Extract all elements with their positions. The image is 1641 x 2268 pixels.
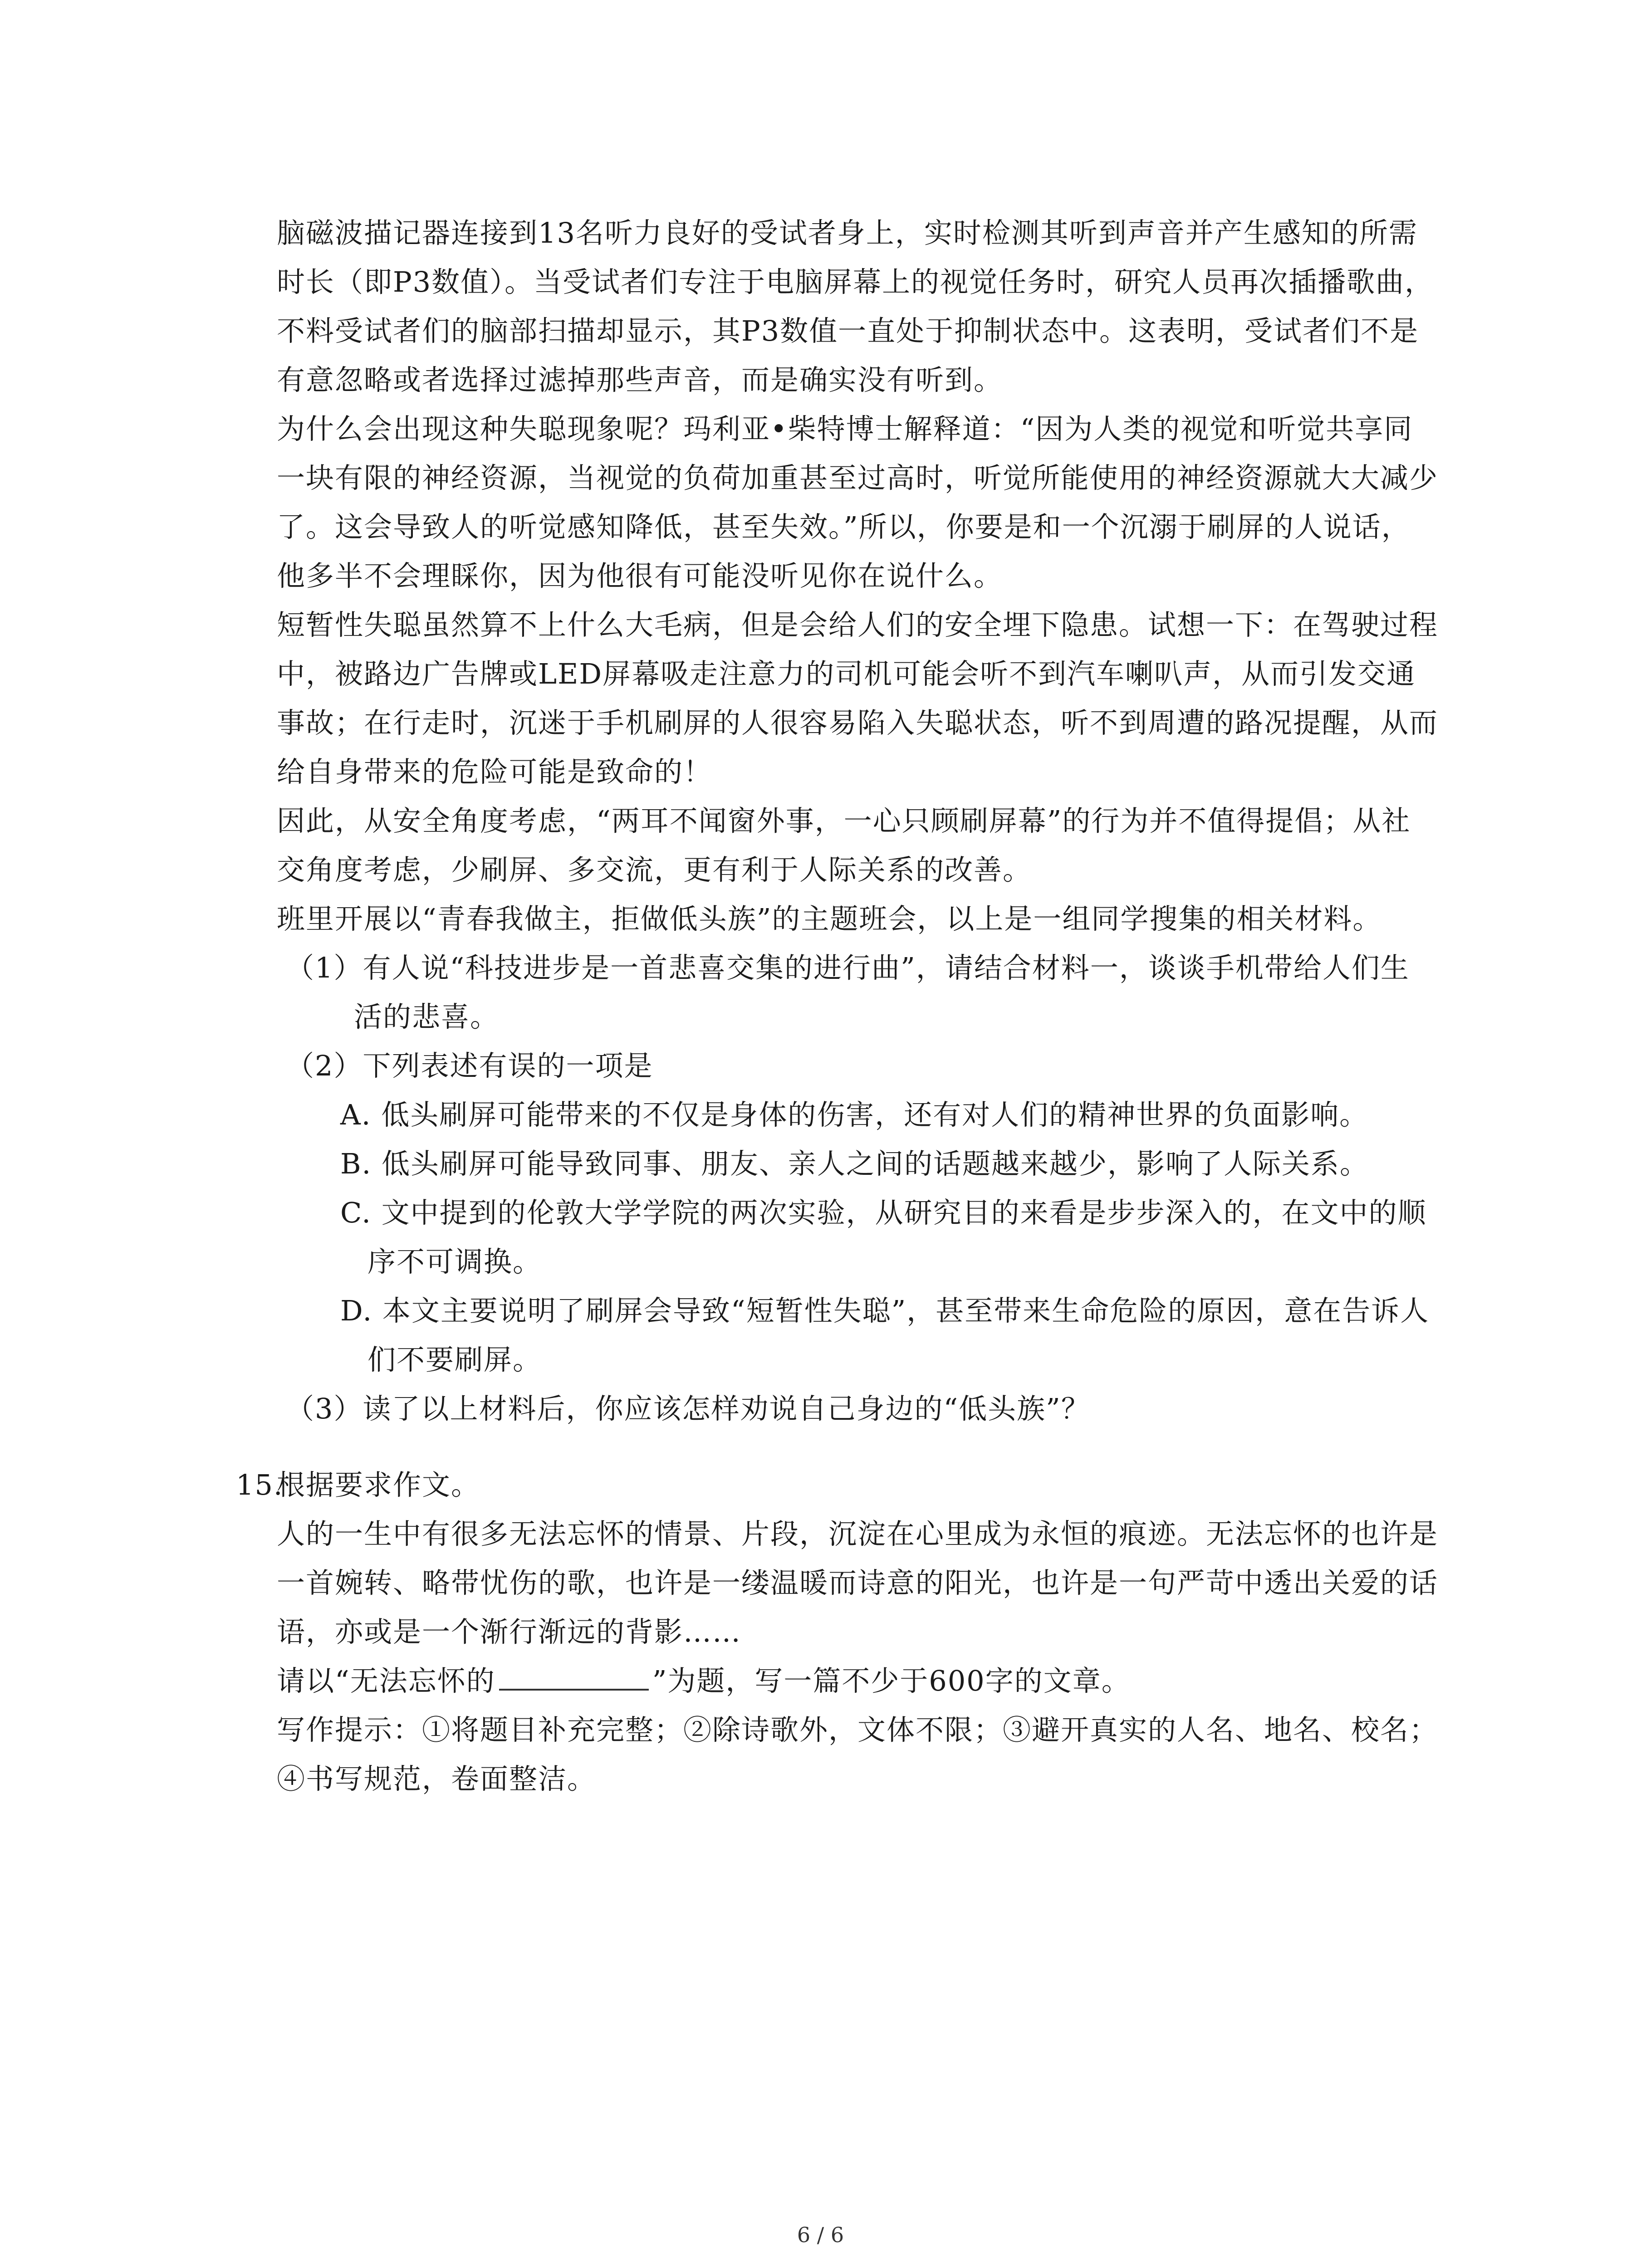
question-1: （1）有人说“科技进步是一首悲喜交集的进行曲”，请结合材料一，谈谈手机带给人们生活的悲喜。 xyxy=(286,951,1410,1033)
option-b: B. 低头刷屏可能导致同事、朋友、亲人之间的话题越来越少，影响了人际关系。 xyxy=(340,1147,1369,1180)
question-2: （2）下列表述有误的一项是 xyxy=(286,1049,653,1082)
question-list xyxy=(277,943,1438,1433)
document-content xyxy=(236,209,1439,1804)
question-3: （3）读了以上材料后，你应该怎样劝说自己身边的“低头族”？ xyxy=(286,1392,1090,1425)
paragraph-p3-experiment: 脑磁波描记器连接到13名听力良好的受试者身上，实时检测其听到声音并产生感知的所需时长（即P3数值）。当受试者们专注于电脑屏幕上的视觉任务时，研究人员再次插播歌曲，不料受试者们的脑部扫描却显示，其P3数值一直处于抑制状态中。这表明，受试者们不是有意忽略或者选择过滤掉那些声音，而是确实没有听到。 xyxy=(277,216,1434,396)
question-15-section xyxy=(236,1461,1439,1804)
option-a: A. 低头刷屏可能带来的不仅是身体的伤害，还有对人们的精神世界的负面影响。 xyxy=(340,1098,1369,1131)
option-d: D. 本文主要说明了刷屏会导致“短暂性失聪”，甚至带来生命危险的原因，意在告诉人们不要刷屏。 xyxy=(340,1294,1430,1376)
paragraph-class-meeting: 班里开展以“青春我做主，拒做低头族”的主题班会，以上是一组同学搜集的相关材料。 xyxy=(277,902,1382,935)
instruction-after-blank: ”为题，写一篇不少于600字的文章。 xyxy=(652,1664,1131,1697)
question-15-prompt: 人的一生中有很多无法忘怀的情景、片段，沉淀在心里成为永恒的痕迹。无法忘怀的也许是一首婉转、略带忧伤的歌，也许是一缕温暖而诗意的阳光，也许是一句严苛中透出关爱的话语，亦或是一个渐行渐远的背影…… xyxy=(277,1517,1439,1648)
paragraph-safety: 短暂性失聪虽然算不上什么大毛病，但是会给人们的安全埋下隐患。试想一下：在驾驶过程中，被路边广告牌或LED屏幕吸走注意力的司机可能会听不到汽车喇叭声，从而引发交通事故；在行走时，沉迷于手机刷屏的人很容易陷入失聪状态，听不到周遭的路况提醒，从而给自身带来的危险可能是致命的！ xyxy=(277,608,1439,788)
paragraph-explanation: 为什么会出现这种失聪现象呢？玛利亚•柴特博士解释道：“因为人类的视觉和听觉共享同一块有限的神经资源，当视觉的负荷加重甚至过高时，听觉所能使用的神经资源就大大减少了。这会导致人的听觉感知降低，甚至失效。”所以，你要是和一个沉溺于刷屏的人说话，他多半不会理睬你，因为他很有可能没听见你在说什么。 xyxy=(277,412,1439,592)
question-15-number: 15. xyxy=(236,1468,284,1501)
title-blank xyxy=(499,1662,649,1691)
option-c: C. 文中提到的伦敦大学学院的两次实验，从研究目的来看是步步深入的，在文中的顺序不可调换。 xyxy=(340,1196,1427,1278)
question-15-title: 根据要求作文。 xyxy=(277,1468,480,1501)
page-number: 6 / 6 xyxy=(797,2223,844,2247)
instruction-before-blank: 请以“无法忘怀的 xyxy=(277,1664,495,1697)
question-15-instruction xyxy=(277,1657,1438,1706)
question-15-tips: 写作提示：①将题目补充完整；②除诗歌外，文体不限；③避开真实的人名、地名、校名；④书写规范，卷面整洁。 xyxy=(277,1713,1439,1795)
paragraph-conclusion: 因此，从安全角度考虑，“两耳不闻窗外事，一心只顾刷屏幕”的行为并不值得提倡；从社交角度考虑，少刷屏、多交流，更有利于人际关系的改善。 xyxy=(277,804,1411,886)
question-2-options xyxy=(277,1090,1438,1384)
